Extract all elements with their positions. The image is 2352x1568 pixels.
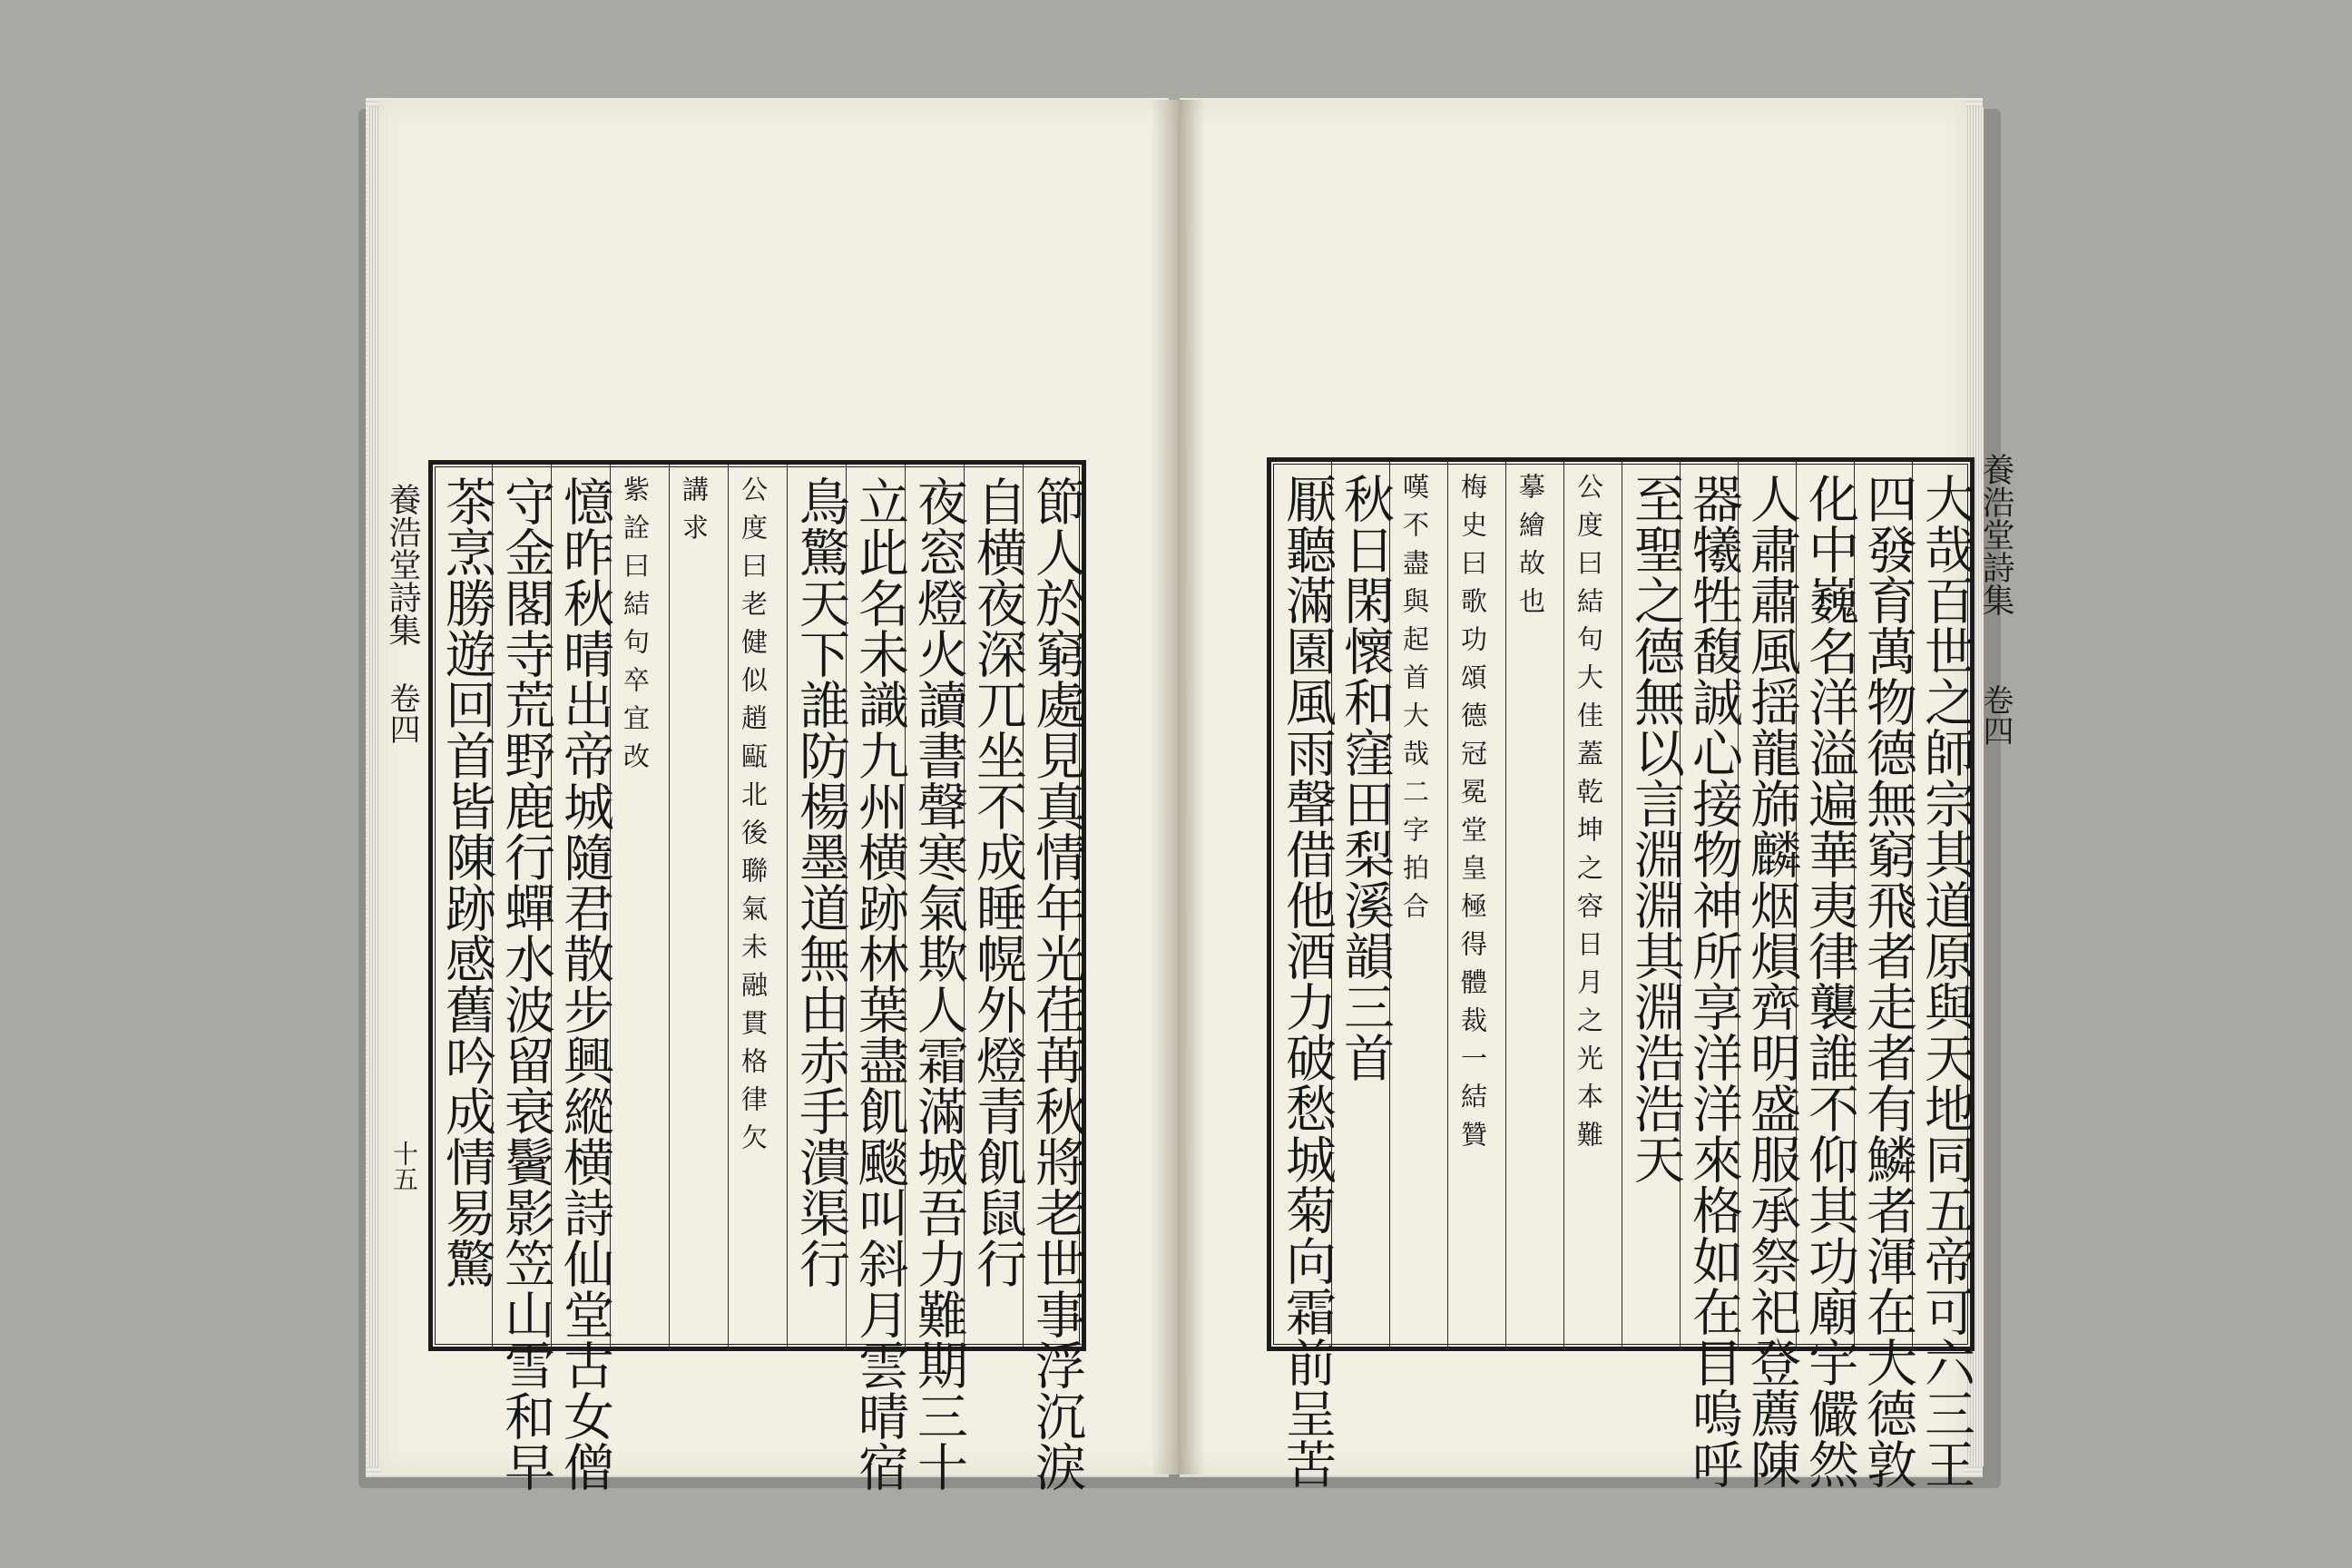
left-band-volume: 卷四: [384, 682, 420, 744]
left-page-column: 夜窓燈火讀書聲寒氣欺人霜滿城吾力難期三十: [909, 475, 968, 1492]
column-rule: [787, 465, 788, 1347]
left-page-column: 憶昨秋晴出帝城隨君散步興縱横詩仙堂古女僧: [555, 475, 614, 1492]
column-rule: [669, 465, 670, 1347]
right-page-column: 嘆不盡與起首大哉二字拍合: [1399, 473, 1430, 930]
right-page-band: [1974, 453, 2015, 1347]
left-page-band: [378, 465, 424, 1347]
right-page-column: 摹繪故也: [1515, 473, 1546, 625]
left-band-title: 養浩堂詩集: [384, 483, 421, 646]
book-gutter: [1151, 100, 1205, 1475]
left-page-column: 公度曰老健似趙甌北後聯氣未融貫格律欠: [738, 475, 769, 1161]
left-page-number: 十五: [389, 1141, 419, 1191]
left-page-column: 自横夜深兀坐不成睡幌外燈青飢鼠行: [968, 475, 1027, 1289]
right-page-column: 化中巍名洋溢遍華夷律襲誰不仰其功廟宇儼然: [1800, 473, 1859, 1489]
left-page-column: 立此名未識九州横跡林葉盡飢颷叫斜月雲晴宿: [850, 475, 909, 1492]
right-page-column: 器犧牲馥誠心接物神所享洋洋來格如在目嗚呼: [1684, 473, 1743, 1489]
right-page-column: 秋日閑懷和窪田梨溪韻三首: [1336, 473, 1395, 1083]
column-rule: [1447, 462, 1448, 1347]
column-rule: [1505, 462, 1506, 1347]
left-page-column: 節人於窮處見真情年光荏苒秋將老世事浮沉淚: [1027, 475, 1086, 1492]
right-band-title: 養浩堂詩集: [1977, 453, 2014, 616]
left-text-frame: [384, 460, 1086, 1492]
right-band-volume: 卷四: [1977, 684, 2014, 746]
left-page-column: 茶烹勝遊回首皆陳跡感舊吟成情易驚: [437, 475, 496, 1289]
right-page-column: 厭聽滿園風雨聲借他酒力破愁城菊向霜前呈苦: [1278, 473, 1337, 1489]
right-page-column: 大哉百世之師宗其道原與天地同五帝可六三王: [1916, 473, 1975, 1489]
right-page-column: 四發育萬物德無窮飛者走者有鱗者渾在大德敦: [1858, 473, 1917, 1489]
column-rule: [1563, 462, 1564, 1347]
right-page-column: 梅史曰歌功頌德冠冕堂皇極得體裁一結贊: [1457, 473, 1488, 1159]
right-page-column: 公度曰結句大佳蓋乾坤之容日月之光本難: [1573, 473, 1604, 1159]
right-page-column: 人肅肅風揺龍旆麟烟熉齊明盛服承祭祀登薦陳: [1742, 473, 1801, 1489]
right-page-column: 至聖之德無以言淵淵其淵浩浩天: [1626, 473, 1685, 1184]
left-page-column: 紫詮曰結句卒宜改: [620, 475, 651, 780]
left-page-column: 守金閣寺荒野鹿行蟬水波留衰鬢影笠山雪和早: [496, 475, 555, 1492]
left-page-column: 講求: [679, 475, 710, 552]
right-text-frame: [1267, 453, 2014, 1489]
column-rule: [728, 465, 729, 1347]
left-page-column: 鳥驚天下誰防楊墨道無由赤手潰渠行: [791, 475, 850, 1289]
